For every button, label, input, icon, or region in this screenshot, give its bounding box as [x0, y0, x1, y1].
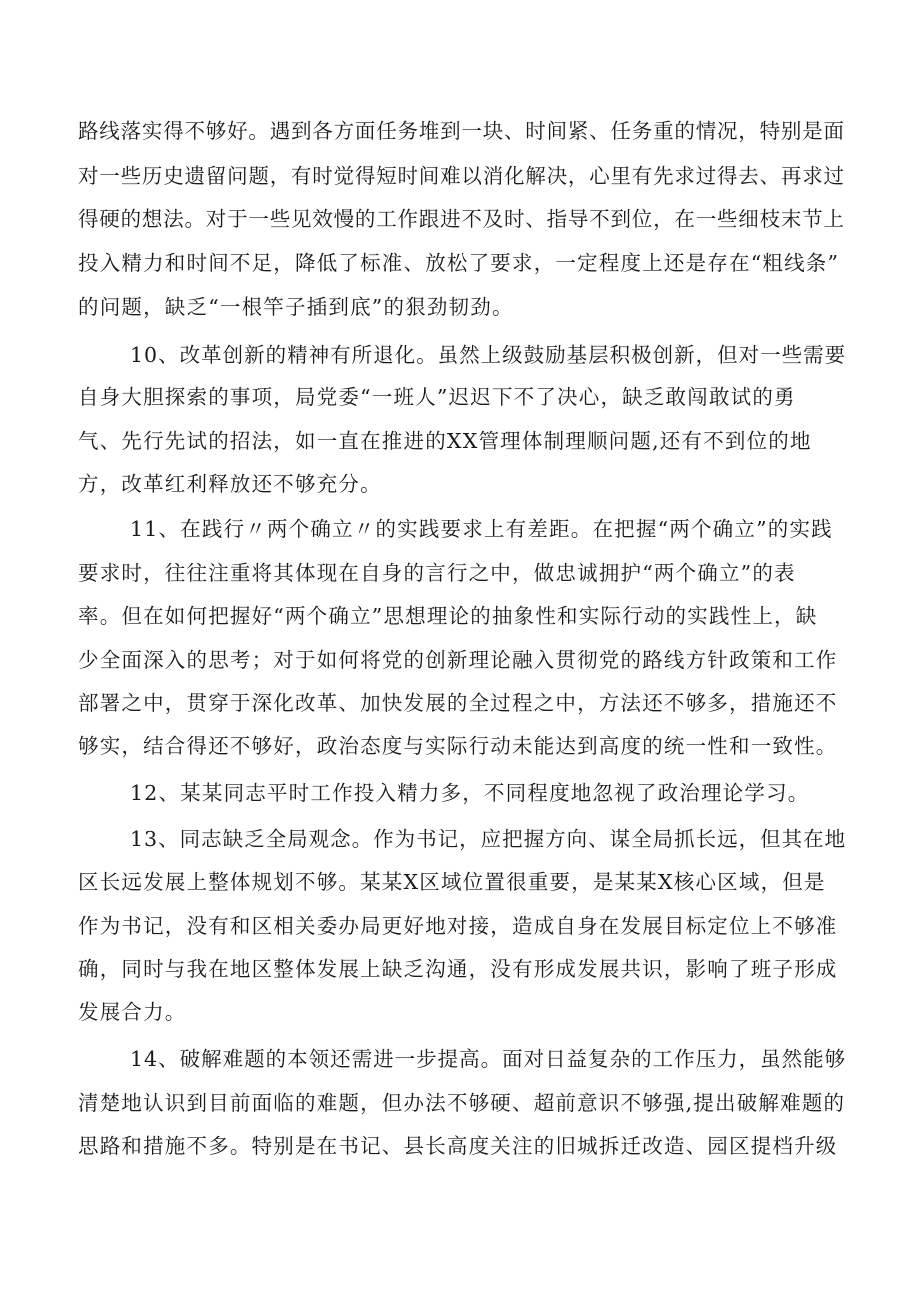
text-line: 自身大胆探索的事项，局党委“一班人”迟迟下不了决心，缺乏敢闯敢试的勇: [78, 385, 796, 409]
paragraph-start-line: 13、同志缺乏全局观念。作为书记，应把握方向、谋全局抓长远，但其在地: [130, 827, 847, 851]
text-line: 够实，结合得还不够好，政治态度与实际行动未能达到高度的统一性和一致性。: [78, 734, 838, 758]
text-line: 少全面深入的思考；对于如何将党的创新理论融入贯彻党的路线方针政策和工作: [78, 648, 838, 672]
text-line: 区长远发展上整体规划不够。某某X区域位置很重要，是某某X核心区域，但是: [78, 870, 826, 894]
text-line: 得硬的想法。对于一些见效慢的工作跟进不及时、指导不到位，在一些细枝末节上: [78, 207, 845, 231]
text-line: 思路和措施不多。特别是在书记、县长高度关注的旧城拆迁改造、园区提档升级: [78, 1134, 838, 1158]
text-line: 部署之中，贯穿于深化改革、加快发展的全过程之中，方法还不够多，措施还不: [78, 691, 838, 715]
paragraph-start-line: 11、在践行〃两个确立〃的实践要求上有差距。在把握“两个确立”的实践: [130, 517, 833, 541]
paragraph-start-line: 12、某某同志平时工作投入精力多，不同程度地忽视了政治理论学习。: [130, 781, 810, 805]
text-line: 发展合力。: [78, 1000, 187, 1024]
text-line: 清楚地认识到目前面临的难题，但办法不够硬、超前意识不够强,提出破解难题的: [78, 1091, 846, 1115]
text-line: 方，改革红利释放还不够充分。: [78, 472, 382, 496]
text-line: 对一些历史遗留问题，有时觉得短时间难以消化解决，心里有先求过得去、再求过: [78, 164, 845, 188]
text-line: 要求时，往往注重将其体现在自身的言行之中，做忠诚拥护“两个确立”的表: [78, 561, 796, 585]
paragraph-start-line: 10、改革创新的精神有所退化。虽然上级鼓励基层积极创新，但对一些需要: [130, 343, 847, 367]
text-line: 率。但在如何把握好“两个确立”思想理论的抽象性和实际行动的实践性上，缺: [78, 604, 818, 628]
text-line: 气、先行先试的招法，如一直在推进的XX管理体制理顺问题,还有不到位的地: [78, 429, 812, 453]
text-line: 确，同时与我在地区整体发展上缺乏沟通，没有形成发展共识，影响了班子形成: [78, 957, 838, 981]
paragraph-start-line: 14、破解难题的本领还需进一步提高。面对日益复杂的工作压力，虽然能够: [130, 1047, 847, 1071]
text-line: 的问题，缺乏“一根竿子插到底”的狠劲韧劲。: [78, 295, 514, 319]
text-line: 作为书记，没有和区相关委办局更好地对接，造成自身在发展目标定位上不够准: [78, 914, 838, 938]
text-line: 投入精力和时间不足，降低了标准、放松了要求，一定程度上还是存在“粗线条”: [78, 251, 840, 275]
text-line: 路线落实得不够好。遇到各方面任务堆到一块、时间紧、任务重的情况，特别是面: [78, 119, 845, 143]
